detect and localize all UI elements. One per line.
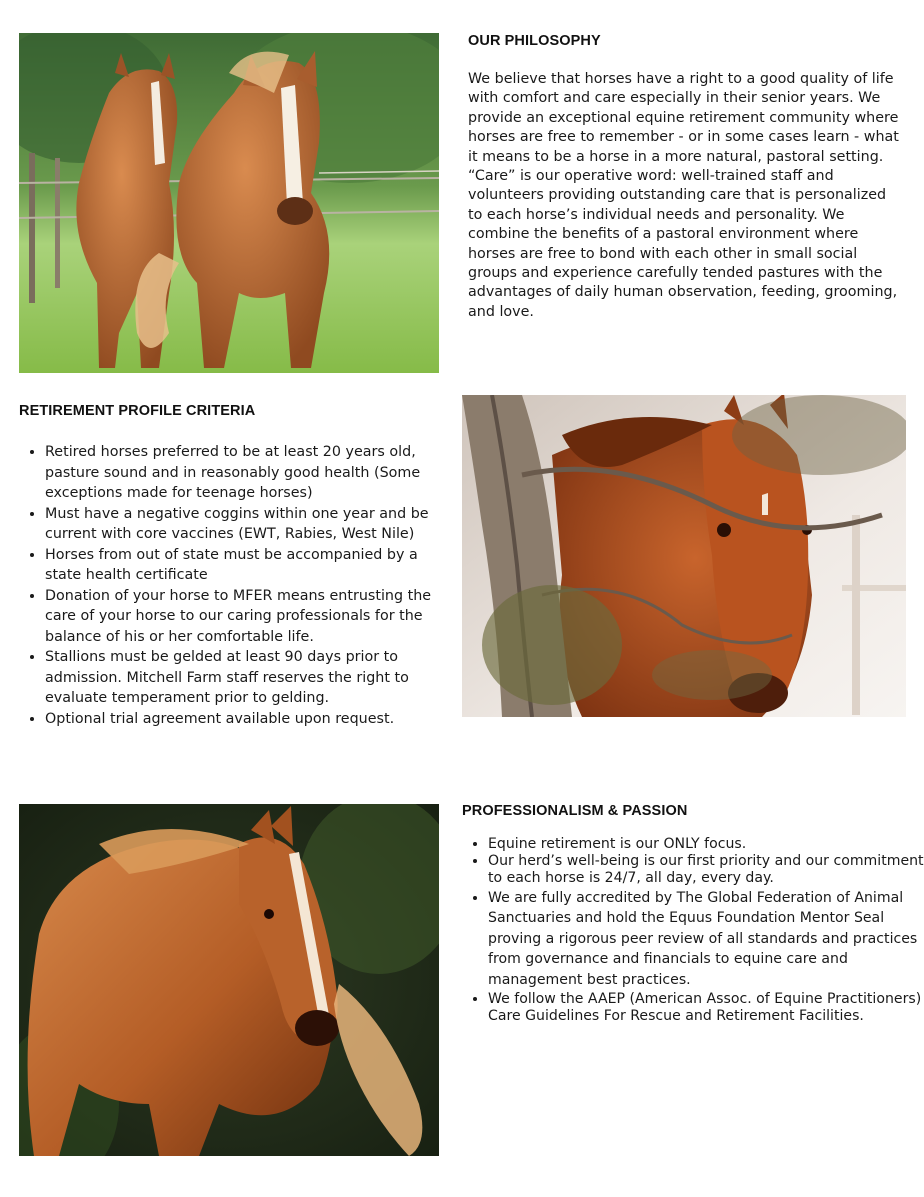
photo-horse-behind-tree (462, 395, 906, 717)
list-item: • Stallions must be gelded at least 90 days prior to admission. Mitchell Farm staff reserves the right to evaluate temperament prior to gelding. (45, 647, 455, 709)
retirement-criteria-list (19, 442, 455, 729)
professionalism-list (462, 836, 924, 1025)
list-item: • Must have a negative coggins within one year and be current with core vaccines (EWT, Rabies, West Nile) (45, 504, 455, 545)
heading-our-philosophy: OUR PHILOSOPHY (468, 33, 601, 49)
list-item: • We follow the AAEP (American Assoc. of Equine Practitioners) Care Guidelines For Rescue and Retirement Facilities. (488, 991, 924, 1025)
heading-retirement-criteria: RETIREMENT PROFILE CRITERIA (19, 403, 256, 419)
photo-horse-in-shade (19, 804, 439, 1156)
list-item: • Horses from out of state must be accompanied by a state health certificate (45, 545, 455, 586)
photo-two-horses-pasture (19, 33, 439, 373)
philosophy-paragraph: We believe that horses have a right to a good quality of life with comfort and care especially in their senior years. We provide an exceptional equine retirement community where horses are free to remember - or in some cases learn - what it means to be a horse in a more natural, pastoral setting. “Care” is our operative word: well-trained staff and volunteers providing outstanding care that is personalized to each horse’s individual needs and personality. We combine the benefits of a pastoral environment where horses are free to bond with each other in small social groups and experience carefully tended pastures with the advantages of daily human observation, feeding, grooming, and love. (468, 71, 899, 320)
list-item: • We are fully accredited by The Global Federation of Animal Sanctuaries and hold the Equus Foundation Mentor Seal proving a rigorous peer review of all standards and practices from governance and financials to equine care and management best practices. (488, 888, 924, 991)
list-item: • Equine retirement is our ONLY focus. (488, 836, 924, 853)
heading-professionalism-passion: PROFESSIONALISM & PASSION (462, 803, 688, 819)
list-item: • Donation of your horse to MFER means entrusting the care of your horse to our caring professionals for the balance of his or her comfortable life. (45, 586, 455, 648)
list-item: • Optional trial agreement available upon request. (45, 709, 455, 730)
list-item: • Our herd’s well-being is our first priority and our commitment to each horse is 24/7, all day, every day. (488, 853, 924, 887)
list-item: • Retired horses preferred to be at least 20 years old, pasture sound and in reasonably good health (Some exceptions made for teenage horses) (45, 442, 455, 504)
